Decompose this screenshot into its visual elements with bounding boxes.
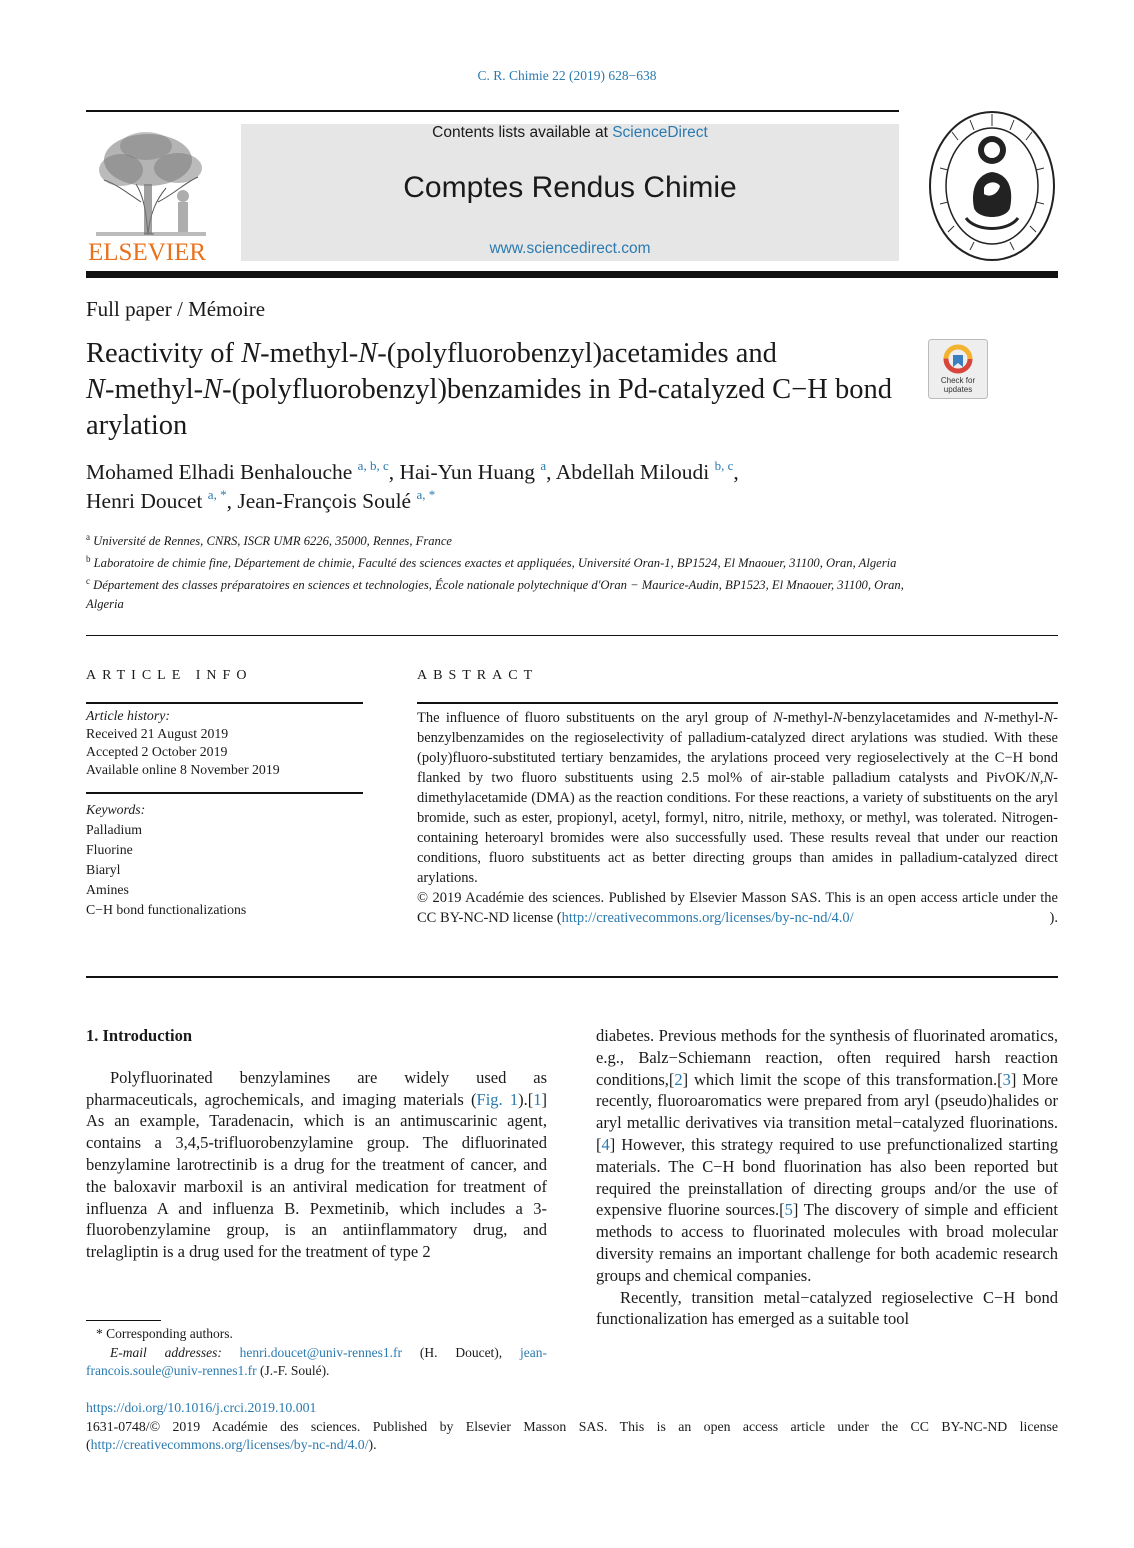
journal-url-link[interactable]: www.sciencedirect.com [489,240,651,257]
svg-text:Check for: Check for [940,376,976,385]
header-thick-rule [86,271,1058,278]
citation-link[interactable]: 3 [1002,1069,1011,1089]
keyword: Fluorine [86,842,133,857]
author-affiliation-marks[interactable]: a, b, c [357,458,389,473]
check-updates-icon [928,339,988,399]
abstract-heading: ABSTRACT [417,668,539,683]
header-rule [86,110,899,112]
keyword: C−H bond functionalizations [86,902,247,917]
body-paragraph: Recently, transition metal−catalyzed regioselective C−H bond functionalization has emerged as a suitable tool [596,1287,1058,1329]
citation-link[interactable]: 4 [601,1134,610,1154]
section-heading: 1. Introduction [86,1026,193,1045]
body-paragraph: diabetes. Previous methods for the synthesis of fluorinated aromatics, e.g., Balz−Schiemann reaction, often required harsh reaction conditions,[2] which limit the scope of this transformation.[3] More recently, fluoroaromatics were prepared from aryl (pseudo)halides or aryl metallic derivatives via transition metal−catalyzed fluorinations.[4] However, this strategy required to use prefunctionalized starting materials. The C−H bond fluorination has also been reported but required the preinstallation of directing groups and/or the use of expensive fluorine sources.[5] The discovery of simple and efficient methods to access to fluorinated molecules with broad molecular diversity remains an important challenge for both academic research groups and chemical companies. [596,1026,1059,1285]
abstract-end-rule [86,976,1058,978]
affiliation: $^a$ Université de Rennes, CNRS, ISCR UMR 6226, 35000, Rennes, France [86,532,452,549]
author: Hai-Yun Huang $^a$, [399,458,556,484]
article-title: Reactivity of N-methyl-N-(polyfluorobenzyl)acetamides and N-methyl-N-(polyfluorobenzyl)benzamides in Pd-catalyzed C−H bond arylation [86,338,892,441]
svg-text:updates: updates [943,385,973,394]
article-info-rule [86,702,363,704]
email-link[interactable]: jean-francois.soule@univ-rennes1.fr [86,1344,547,1378]
paper-type: Full paper / Mémoire [86,297,266,321]
footnotes [86,1325,547,1381]
author: Jean-François Soulé $^{a, *}$ [237,487,436,513]
footnote-rule [86,1320,161,1321]
history-online: Available online 8 November 2019 [86,762,280,777]
email-link[interactable]: henri.doucet@univ-rennes1.fr [239,1344,403,1360]
section-divider [86,635,1058,636]
sciencedirect-link[interactable]: ScienceDirect [612,124,708,141]
citation-link[interactable]: 5 [784,1200,793,1220]
history-received: Received 21 August 2019 [86,726,229,741]
history-accepted: Accepted 2 October 2019 [86,744,228,759]
figure-link[interactable]: Fig. 1 [476,1089,519,1109]
author-affiliation-marks[interactable]: b, c [714,458,734,473]
author: Mohamed Elhadi Benhalouche $^{a, b, c}$, [86,458,400,484]
citation-link[interactable]: 2 [674,1069,683,1089]
journal-title: Comptes Rendus Chimie [403,171,737,204]
author-affiliation-marks[interactable]: a, * [416,487,436,502]
elsevier-logo[interactable] [86,122,216,262]
affiliation: $^c$ Département des classes préparatoires en sciences et technologies, École nationale polytechnique d'Oran − Maurice-Audin, BP1523, El Mnaouer, 31100, Oran, Algeria [86,576,904,611]
check-for-updates-button[interactable] [928,339,988,399]
article-info-heading: ARTICLE INFO [86,668,253,683]
contents-prefix: Contents lists available at [432,124,613,141]
abstract-text: The influence of fluoro substituents on the aryl group of N-methyl-N-benzylacetamides and N-methyl-N-benzylbenzamides on the regioselectivity of palladium-catalyzed direct arylations was studied. With these (poly)fluoro-substituted tertiary benzamides, the arylations proceed very regioselectively at the C−H bond flanked by two fluoro substituents using 2.5 mol% of air-stable palladium catalysts and PivOK/N,N-dimethylacetamide (DMA) as the reaction conditions. For these reactions, a variety of substituents on the aryl bromide, such as ester, propionyl, acetyl, formyl, nitro, nitrile, methoxy, or methyl, was tolerated. Nitrogen-containing heteroaryl bromides were also successfully used. These results reveal that under our reaction conditions, fluoro substituents act as better directing groups than amides in palladium-catalyzed direct arylations. © 2019 Académie des sciences. Published by Elsevier Masson SAS. This is an open access article under the CC BY-NC-ND license (http://creativecommons.org/licenses/by-nc-nd/4.0/ ). [417,710,1058,926]
keyword: Biaryl [86,862,121,877]
license-link[interactable]: http://creativecommons.org/licenses/by-nc-nd/4.0/ [561,910,854,926]
email-note: E-mail addresses: henri.doucet@univ-rennes1.fr (H. Doucet), jean-francois.soule@univ-rennes1.fr (J.-F. Soulé). [86,1344,547,1378]
doi-link[interactable]: https://doi.org/10.1016/j.crci.2019.10.001 [86,1400,317,1415]
license-statement: 1631-0748/© 2019 Académie des sciences. Published by Elsevier Masson SAS. This is an open access article under the CC BY-NC-ND license (http://creativecommons.org/licenses/by-nc-nd/4.0/). [86,1419,1058,1452]
abstract-rule [417,702,1058,704]
footer-license-link[interactable]: http://creativecommons.org/licenses/by-nc-nd/4.0/ [90,1437,369,1452]
keyword: Palladium [86,822,142,837]
body-column-left [86,1025,547,1263]
article-history [86,707,363,779]
history-label: Article history: [86,708,170,723]
keywords-rule [86,792,363,794]
elsevier-wordmark: ELSEVIER [88,239,207,262]
keyword: Amines [86,882,129,897]
corresponding-note: * Corresponding authors. [96,1326,233,1341]
copyright-statement: © 2019 Académie des sciences. Published by Elsevier Masson SAS. This is an open access article under the CC BY-NC-ND license ( [417,890,1058,926]
author-affiliation-marks[interactable]: a [540,458,547,473]
author-affiliation-marks[interactable]: a, * [207,487,227,502]
body-column-right [596,1025,1058,1330]
affiliations [86,528,916,613]
academy-seal [926,108,1058,264]
author: Henri Doucet $^{a, *}$, [86,487,238,513]
author-list [86,458,986,516]
body-paragraph: Polyfluorinated benzylamines are widely used as pharmaceuticals, agrochemicals, and imaging materials (Fig. 1).[1] As an example, Taradenacin, which is an antimuscarinic agent, contains a 3,4,5-trifluorobenzylamine group. The difluorinated benzylamine larotrectinib is a drug for the treatment of cancer, and the baloxavir marboxil is an antiviral medication for treatment of influenza A and influenza B. Pexmetinib, which includes a 3-fluorobenzylamine group, is an antiinflammatory drug, and trelagliptin is a drug used for the treatment of type 2 [86,1067,547,1262]
journal-reference[interactable]: C. R. Chimie 22 (2019) 628−638 [477,68,657,83]
keywords-list [86,800,363,920]
keywords-label: Keywords: [86,802,146,817]
academy-seal-icon [926,108,1058,264]
citation-link[interactable]: 1 [533,1089,542,1109]
author: Abdellah Miloudi $^{b, c}$, [555,458,739,484]
contents-availability [241,124,899,142]
elsevier-tree-icon [86,122,216,262]
affiliation: $^b$ Laboratoire de chimie fine, Département de chimie, Faculté des sciences exactes et appliquées, Université Oran-1, BP1524, El Mnaouer, 31100, Oran, Algeria [86,554,897,571]
